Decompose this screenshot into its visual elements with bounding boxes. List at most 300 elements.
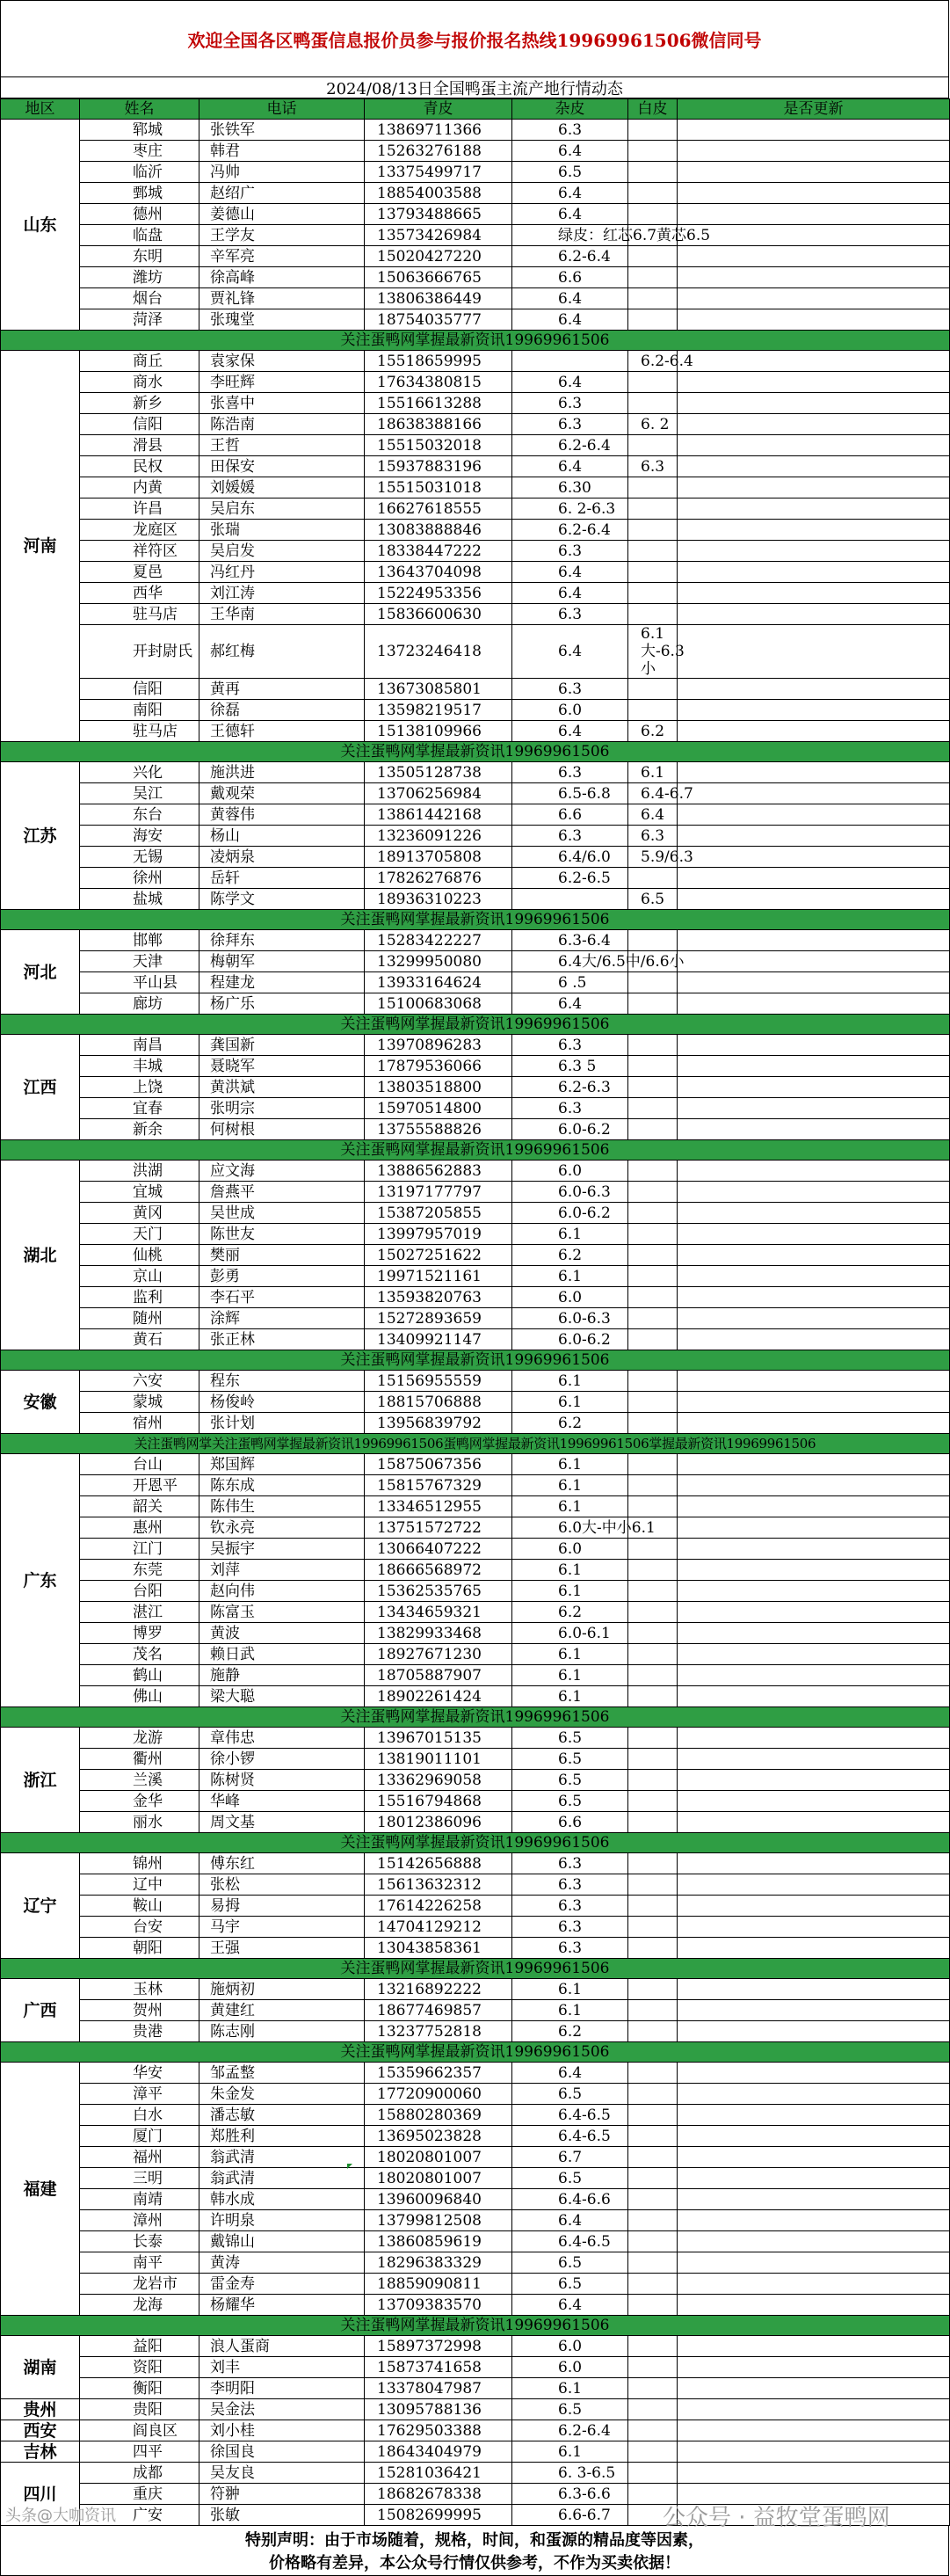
cell-name: 邹孟整 (199, 2063, 365, 2084)
cell-mixed-shell (628, 1581, 678, 1602)
cell-area: 洪湖 (80, 1161, 199, 1182)
table-row (1, 783, 950, 804)
cell-mixed-shell (628, 1539, 678, 1560)
cell-green-shell: 6.2-6.4 (512, 246, 628, 267)
cell-green-shell: 6.3-6.4 (512, 930, 628, 951)
separator-row (1, 1959, 950, 1979)
cell-name: 华峰 (199, 1791, 365, 1812)
table-row (1, 120, 950, 141)
cell-name: 徐高峰 (199, 267, 365, 288)
cell-white-shell (678, 1749, 950, 1770)
cell-name: 吴振宇 (199, 1539, 365, 1560)
cell-area: 驻马店 (80, 604, 199, 625)
table-row (1, 889, 950, 910)
cell-phone: 13967015135 (365, 1728, 512, 1749)
cell-phone: 13236091226 (365, 826, 512, 847)
table-row (1, 2295, 950, 2316)
cell-white-shell (678, 1119, 950, 1140)
cell-green-shell: 6.4 (512, 309, 628, 331)
cell-area: 仙桃 (80, 1245, 199, 1266)
cell-green-shell: 6.0-6.2 (512, 1203, 628, 1224)
region-name: 浙江 (1, 1728, 80, 1833)
cell-phone: 13829933468 (365, 1623, 512, 1644)
watermark-left: 头条@大咖资讯 (5, 2507, 116, 2525)
cell-mixed-shell (628, 1329, 678, 1350)
cell-phone: 13083888846 (365, 520, 512, 541)
date-title: 2024/08/13日全国鸭蛋主流产地行情动态 (0, 77, 949, 98)
cell-mixed-shell (628, 2210, 678, 2231)
cell-name: 施炳初 (199, 1979, 365, 2000)
cell-area: 贵阳 (80, 2399, 199, 2420)
cell-phone: 18296383329 (365, 2252, 512, 2274)
cell-name: 贾礼锋 (199, 288, 365, 309)
table-row (1, 1728, 950, 1749)
separator-text: 关注蛋鸭网掌握最新资讯19969961506 (1, 1350, 950, 1371)
cell-name: 郑胜利 (199, 2126, 365, 2147)
table-row (1, 1224, 950, 1245)
cell-name: 王学友 (199, 225, 365, 246)
cell-name: 赵绍广 (199, 183, 365, 204)
cell-white-shell (678, 2357, 950, 2378)
cell-phone: 13860859619 (365, 2231, 512, 2252)
cell-phone: 13362969058 (365, 1770, 512, 1791)
cell-mixed-shell (628, 1161, 678, 1182)
cell-white-shell (678, 1035, 950, 1056)
separator-row (1, 331, 950, 351)
table-row (1, 246, 950, 267)
cell-mixed-shell (628, 1308, 678, 1329)
cell-phone: 13593820763 (365, 1287, 512, 1308)
table-row (1, 2231, 950, 2252)
table-row (1, 804, 950, 826)
cell-name: 刘小桂 (199, 2420, 365, 2441)
cell-white-shell (678, 1098, 950, 1119)
cell-green-shell: 6.0-6.2 (512, 1119, 628, 1140)
cell-green-shell: 6.0 (512, 700, 628, 721)
cell-area: 阎良区 (80, 2420, 199, 2441)
table-row (1, 1665, 950, 1686)
cell-area: 民权 (80, 456, 199, 477)
cell-name: 张铁军 (199, 120, 365, 141)
cell-phone: 13997957019 (365, 1224, 512, 1245)
cell-phone: 13803518800 (365, 1077, 512, 1098)
cell-white-shell (678, 2231, 950, 2252)
cell-name: 冯红丹 (199, 562, 365, 583)
cell-white-shell (678, 435, 950, 456)
cell-name: 刘丰 (199, 2357, 365, 2378)
cell-phone: 16627618555 (365, 498, 512, 520)
cell-green-shell: 6.1 (512, 1475, 628, 1496)
cell-phone: 15283422227 (365, 930, 512, 951)
cell-white-shell (678, 1245, 950, 1266)
cell-white-shell (678, 1329, 950, 1350)
cell-area: 龙岩市 (80, 2274, 199, 2295)
cell-green-shell: 6.4 (512, 562, 628, 583)
cell-green-shell: 6.4-6.6 (512, 2189, 628, 2210)
cell-green-shell: 6.3 (512, 826, 628, 847)
cell-name: 黄洪斌 (199, 1077, 365, 1098)
cell-white-shell (678, 541, 950, 562)
cell-mixed-shell (628, 2063, 678, 2084)
cell-name: 翁武清 (199, 2168, 365, 2189)
cell-white-shell (678, 562, 950, 583)
cell-phone: 13933164624 (365, 972, 512, 993)
cell-white-shell (678, 2168, 950, 2189)
cell-green-shell: 6.5 (512, 2274, 628, 2295)
cell-phone: 15359662357 (365, 2063, 512, 2084)
cell-white-shell (678, 520, 950, 541)
cell-phone: 15875067356 (365, 1454, 512, 1475)
cell-white-shell (678, 1644, 950, 1665)
cell-area: 江门 (80, 1539, 199, 1560)
cell-mixed-shell (628, 477, 678, 498)
cell-name: 杨山 (199, 826, 365, 847)
cell-white-shell (678, 225, 950, 246)
cell-area: 台山 (80, 1454, 199, 1475)
cell-name: 王强 (199, 1938, 365, 1959)
cell-phone: 13819011101 (365, 1749, 512, 1770)
cell-name: 陈东成 (199, 1475, 365, 1496)
cell-white-shell (678, 826, 950, 847)
cell-name: 詹燕平 (199, 1182, 365, 1203)
cell-phone: 18927671230 (365, 1644, 512, 1665)
cell-mixed-shell (628, 1853, 678, 1874)
cell-white-shell (678, 141, 950, 162)
cell-name: 傅东红 (199, 1853, 365, 1874)
cell-mixed-shell (628, 1791, 678, 1812)
cell-mixed-shell (628, 2147, 678, 2168)
cell-name: 郝红梅 (199, 625, 365, 679)
cell-mixed-shell (628, 2021, 678, 2042)
cell-mixed-shell (628, 1287, 678, 1308)
table-row (1, 1496, 950, 1517)
table-row (1, 2084, 950, 2105)
table-row (1, 604, 950, 625)
cell-mixed-shell (628, 372, 678, 393)
cell-green-shell: 6.3 (512, 1035, 628, 1056)
cell-name: 戴观荣 (199, 783, 365, 804)
header-cell: 姓名 (80, 99, 199, 120)
price-table (0, 98, 950, 2526)
cell-phone: 13643704098 (365, 562, 512, 583)
cell-name: 吴世成 (199, 1203, 365, 1224)
cell-area: 临沂 (80, 162, 199, 183)
cell-name: 梅朝军 (199, 951, 365, 972)
cell-white-shell (678, 1056, 950, 1077)
cell-name: 吴启发 (199, 541, 365, 562)
cell-area: 贵港 (80, 2021, 199, 2042)
cell-white-shell (678, 1077, 950, 1098)
cell-name: 赖日武 (199, 1644, 365, 1665)
cell-mixed-shell: 6.3 (628, 826, 678, 847)
cell-mixed-shell (628, 2295, 678, 2316)
cell-area: 监利 (80, 1287, 199, 1308)
cell-area: 蒙城 (80, 1392, 199, 1413)
cell-phone: 13378047987 (365, 2378, 512, 2399)
cell-mixed-shell (628, 972, 678, 993)
cell-name: 施洪进 (199, 762, 365, 783)
cell-name: 岳轩 (199, 868, 365, 889)
cell-area: 南阳 (80, 700, 199, 721)
cell-white-shell (678, 1853, 950, 1874)
cell-white-shell (678, 889, 950, 910)
cell-name: 韩水成 (199, 2189, 365, 2210)
cell-area: 驻马店 (80, 721, 199, 742)
cell-white-shell (678, 1979, 950, 2000)
cell-area: 开封尉氏 (80, 625, 199, 679)
cell-green-shell: 6.5 (512, 1791, 628, 1812)
cell-phone: 17629503388 (365, 2420, 512, 2441)
cell-mixed-shell (628, 2336, 678, 2357)
cell-area: 衡阳 (80, 2378, 199, 2399)
cell-green-shell: 6.1 (512, 2441, 628, 2463)
region-name: 山东 (1, 120, 80, 331)
table-row (1, 1329, 950, 1350)
cell-area: 华安 (80, 2063, 199, 2084)
table-row (1, 972, 950, 993)
cell-name: 陈世友 (199, 1224, 365, 1245)
cell-area: 盐城 (80, 889, 199, 910)
cell-white-shell (678, 1475, 950, 1496)
cell-phone: 13573426984 (365, 225, 512, 246)
cell-green-shell: 6.4 (512, 141, 628, 162)
cell-area: 辽中 (80, 1874, 199, 1896)
cell-phone: 18682678338 (365, 2484, 512, 2505)
cell-white-shell (678, 246, 950, 267)
cell-name: 张喜中 (199, 393, 365, 414)
cell-white-shell (678, 783, 950, 804)
table-row (1, 2210, 950, 2231)
table-row (1, 2021, 950, 2042)
cell-name: 施静 (199, 1665, 365, 1686)
cell-green-shell: 6.1 (512, 2000, 628, 2021)
table-row (1, 1308, 950, 1329)
cell-area: 鹤山 (80, 1665, 199, 1686)
cell-area: 天门 (80, 1224, 199, 1245)
table-row (1, 2378, 950, 2399)
cell-name: 辛军亮 (199, 246, 365, 267)
separator-text: 关注蛋鸭网掌握最新资讯19969961506 (1, 1707, 950, 1728)
cell-green-shell: 6.4 (512, 456, 628, 477)
cell-name: 徐磊 (199, 700, 365, 721)
cell-green-shell: 6.3 5 (512, 1056, 628, 1077)
cell-name: 章伟忠 (199, 1728, 365, 1749)
separator-row (1, 1707, 950, 1728)
table-row (1, 847, 950, 868)
table-row (1, 1056, 950, 1077)
cell-white-shell (678, 351, 950, 372)
separator-row (1, 2316, 950, 2336)
table-row (1, 1413, 950, 1434)
cell-name: 赵向伟 (199, 1581, 365, 1602)
cell-name: 冯帅 (199, 162, 365, 183)
table-row (1, 1770, 950, 1791)
header-cell: 电话 (199, 99, 365, 120)
cell-white-shell (678, 2274, 950, 2295)
table-row (1, 2168, 950, 2189)
table-row (1, 1077, 950, 1098)
cell-mixed-shell: 6.2-6.4 (628, 351, 678, 372)
cell-name: 杨广乐 (199, 993, 365, 1015)
cell-area: 新余 (80, 1119, 199, 1140)
cell-area: 龙游 (80, 1728, 199, 1749)
cell-mixed-shell: 6.3 (628, 456, 678, 477)
table-row (1, 267, 950, 288)
cell-green-shell: 6.3 (512, 120, 628, 141)
cell-area: 宜城 (80, 1182, 199, 1203)
cell-phone: 13043858361 (365, 1938, 512, 1959)
separator-text: 关注蛋鸭网掌握最新资讯19969961506 (1, 2042, 950, 2063)
separator-row (1, 2042, 950, 2063)
cell-area: 资阳 (80, 2357, 199, 2378)
cell-mixed-shell (628, 930, 678, 951)
cell-green-shell: 6.0大-中小6.1 (512, 1517, 628, 1539)
cell-mixed-shell (628, 1119, 678, 1140)
table-row (1, 1119, 950, 1140)
cell-phone: 18815706888 (365, 1392, 512, 1413)
table-row (1, 993, 950, 1015)
cell-area: 锦州 (80, 1853, 199, 1874)
cell-green-shell: 6.3 (512, 679, 628, 700)
cell-area: 天津 (80, 951, 199, 972)
table-row (1, 309, 950, 331)
cell-green-shell: 6.4 (512, 372, 628, 393)
cell-name: 黄涛 (199, 2252, 365, 2274)
cell-area: 平山县 (80, 972, 199, 993)
cell-mixed-shell (628, 2231, 678, 2252)
cell-white-shell (678, 2126, 950, 2147)
cell-phone: 15515032018 (365, 435, 512, 456)
cell-green-shell: 6.4 (512, 204, 628, 225)
cell-green-shell: 6.0-6.3 (512, 1182, 628, 1203)
region-name: 江苏 (1, 762, 80, 910)
cell-green-shell: 6.4/6.0 (512, 847, 628, 868)
cell-name: 梁大聪 (199, 1686, 365, 1707)
cell-name: 黄蓉伟 (199, 804, 365, 826)
cell-mixed-shell (628, 1665, 678, 1686)
region-name: 湖北 (1, 1161, 80, 1350)
cell-green-shell: 6.1 (512, 1644, 628, 1665)
cell-name: 程东 (199, 1371, 365, 1392)
cell-area: 茂名 (80, 1644, 199, 1665)
cell-white-shell (678, 1917, 950, 1938)
cell-mixed-shell (628, 2105, 678, 2126)
cell-area: 龙海 (80, 2295, 199, 2316)
cell-name: 黄再 (199, 679, 365, 700)
cell-phone: 15970514800 (365, 1098, 512, 1119)
cell-green-shell: 6.5-6.8 (512, 783, 628, 804)
table-row (1, 393, 950, 414)
cell-green-shell: 6.1 (512, 1686, 628, 1707)
cell-area: 新乡 (80, 393, 199, 414)
table-row (1, 1602, 950, 1623)
cell-phone: 18754035777 (365, 309, 512, 331)
separator-row (1, 1140, 950, 1161)
cell-name: 刘江涛 (199, 583, 365, 604)
cell-name: 符翀 (199, 2484, 365, 2505)
cell-name: 许明泉 (199, 2210, 365, 2231)
cell-area: 丽水 (80, 1812, 199, 1833)
cell-mixed-shell (628, 183, 678, 204)
cell-area: 朝阳 (80, 1938, 199, 1959)
cell-phone: 13793488665 (365, 204, 512, 225)
separator-row (1, 742, 950, 762)
cell-name: 刘媛媛 (199, 477, 365, 498)
table-row (1, 541, 950, 562)
cell-area: 湛江 (80, 1602, 199, 1623)
separator-text: 关注蛋鸭网掌握最新资讯19969961506 (1, 1959, 950, 1979)
cell-mixed-shell (628, 2168, 678, 2189)
cell-phone: 18643404979 (365, 2441, 512, 2463)
cell-phone: 15082699995 (365, 2505, 512, 2526)
cell-green-shell: 6.3 (512, 604, 628, 625)
cell-phone: 13886562883 (365, 1161, 512, 1182)
cell-mixed-shell (628, 1056, 678, 1077)
cell-green-shell: 6.4 (512, 183, 628, 204)
cell-phone: 13598219517 (365, 700, 512, 721)
table-row (1, 2126, 950, 2147)
cell-phone: 18012386096 (365, 1812, 512, 1833)
cell-area: 台安 (80, 1917, 199, 1938)
cell-white-shell (678, 993, 950, 1015)
cell-area: 随州 (80, 1308, 199, 1329)
table-row (1, 372, 950, 393)
cell-area: 重庆 (80, 2484, 199, 2505)
cell-area: 内黄 (80, 477, 199, 498)
cell-white-shell (678, 1203, 950, 1224)
cell-white-shell (678, 2295, 950, 2316)
cell-mixed-shell (628, 246, 678, 267)
cell-phone: 13066407222 (365, 1539, 512, 1560)
cell-white-shell (678, 2000, 950, 2021)
table-row (1, 1853, 950, 1874)
cell-mixed-shell (628, 2000, 678, 2021)
cell-phone: 13095788136 (365, 2399, 512, 2420)
cell-area: 海安 (80, 826, 199, 847)
table-row (1, 2252, 950, 2274)
cell-name: 张明宗 (199, 1098, 365, 1119)
cell-mixed-shell (628, 1812, 678, 1833)
cell-area: 商丘 (80, 351, 199, 372)
table-row (1, 1539, 950, 1560)
cell-white-shell (678, 1308, 950, 1329)
region-name: 湖南 (1, 2336, 80, 2399)
cell-mixed-shell (628, 583, 678, 604)
table-row (1, 1874, 950, 1896)
cell-area: 信阳 (80, 414, 199, 435)
table-row (1, 721, 950, 742)
cell-white-shell (678, 1812, 950, 1833)
cell-area: 南平 (80, 2252, 199, 2274)
cell-phone: 13956839792 (365, 1413, 512, 1434)
cell-green-shell: 6.1 (512, 1371, 628, 1392)
cell-mixed-shell (628, 1266, 678, 1287)
cell-mixed-shell (628, 141, 678, 162)
cell-mixed-shell (628, 435, 678, 456)
cell-white-shell (678, 1665, 950, 1686)
cell-mixed-shell (628, 2189, 678, 2210)
cell-phone: 15387205855 (365, 1203, 512, 1224)
cell-green-shell: 6.1 (512, 2378, 628, 2399)
region-name: 河北 (1, 930, 80, 1015)
cell-white-shell (678, 309, 950, 331)
cell-area: 菏泽 (80, 309, 199, 331)
cell-white-shell (678, 1161, 950, 1182)
table-row (1, 1035, 950, 1056)
table-row (1, 183, 950, 204)
cell-green-shell (512, 889, 628, 910)
cell-white-shell (678, 2210, 950, 2231)
